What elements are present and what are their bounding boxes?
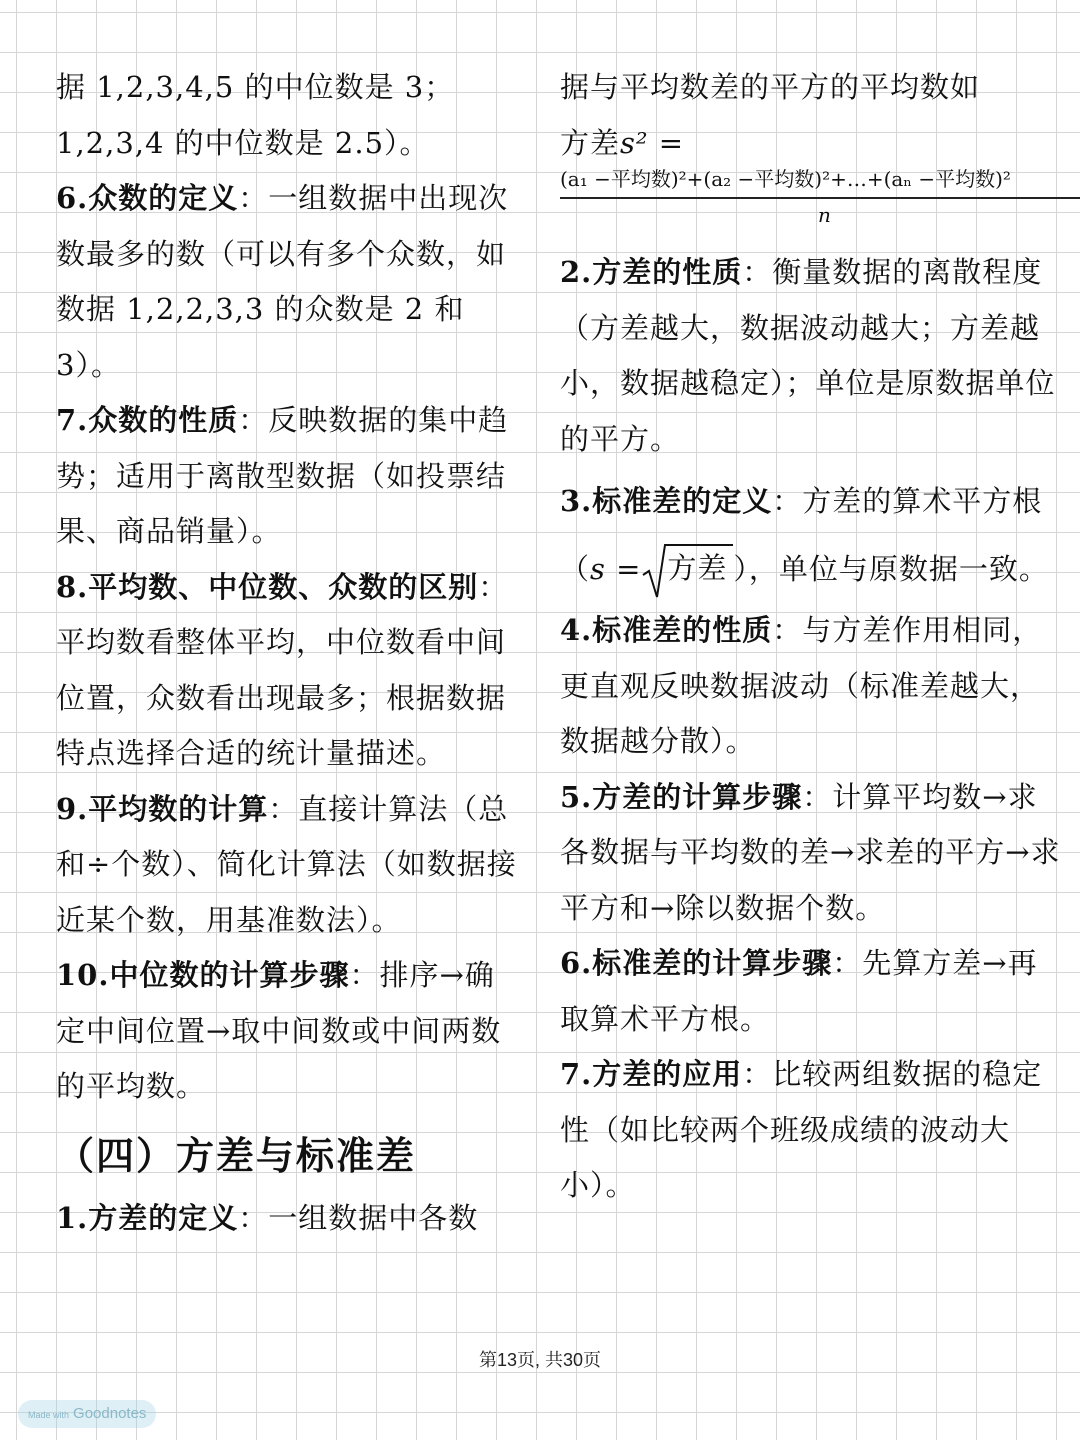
paragraph-variance-application: [560, 1047, 1065, 1214]
variance-definition-title: 1.方差的定义: [56, 1200, 239, 1235]
variance-definition-continued-text: 据与平均数差的平方的平均数如: [560, 70, 981, 104]
radicand: 方差: [667, 551, 728, 585]
variance-definition-body: ：一组数据中各数: [238, 1200, 479, 1235]
variance-steps-title: 5.方差的计算步骤: [560, 779, 803, 814]
difference-body: ：平均数看整体平均，中位数看中间位置，众数看出现最多；根据数据特点选择合适的统计量描述。: [56, 569, 509, 770]
paragraph-std-definition: [560, 467, 1065, 603]
square-root: [641, 541, 733, 601]
right-column: [560, 60, 1065, 1214]
paragraph-mode-properties: [56, 393, 521, 560]
page-number: 第13页, 共30页: [478, 1350, 602, 1370]
variance-definition-continued: [560, 60, 1065, 116]
watermark-made-with: Made with: [28, 1410, 70, 1420]
difference-title: 8.平均数、中位数、众数的区别: [56, 569, 479, 604]
formula-numerator: (a₁ −平均数)²+(a₂ −平均数)²+…+(aₙ −平均数)²: [560, 167, 1011, 191]
paragraph-variance-properties: [560, 245, 1065, 467]
std-steps-body: ：先算方差→再取算术平方根。: [560, 946, 1038, 1036]
median-steps-title: 10.中位数的计算步骤: [56, 958, 350, 992]
variance-application-body: ：比较两组数据的稳定性（如比较两个班级成绩的波动大小）。: [560, 1057, 1043, 1202]
mean-calculation-body: ：直接计算法（总和÷个数）、简化计算法（如数据接近某个数，用基准数法）。: [56, 791, 517, 937]
paragraph-mean-calculation: [56, 782, 521, 949]
std-definition-body-end: ），单位与原数据一致。: [733, 552, 1049, 586]
fraction-bar: [560, 197, 1080, 199]
std-properties-body: ：与方差作用相同，更直观反映数据波动（标准差越大，数据越分散）。: [560, 613, 1043, 758]
paragraph-median-steps: [56, 948, 521, 1115]
paragraph-difference: [56, 560, 521, 782]
std-symbol: s =: [590, 552, 642, 586]
variance-properties-title: 2.方差的性质: [560, 255, 743, 289]
formula-denominator: n: [818, 203, 831, 227]
std-steps-title: 6.标准差的计算步骤: [560, 946, 833, 980]
median-steps-body: ：排序→确定中间位置→取中间数或中间两数的平均数。: [56, 958, 502, 1103]
left-column: [56, 60, 521, 1246]
paragraph-median-example: [56, 60, 521, 171]
mode-properties-title: 7.众数的性质: [56, 403, 239, 437]
std-definition-title: 3.标准差的定义: [560, 484, 773, 518]
variance-formula-lhs: s² =: [620, 125, 685, 160]
std-properties-title: 4.标准差的性质: [560, 613, 773, 647]
section-heading: （四）方差与标准差: [56, 1132, 417, 1178]
paragraph-variance-definition: [56, 1191, 521, 1247]
std-definition-body-start: ：方差的算术平方根（: [560, 484, 1043, 586]
paragraph-variance-steps: [560, 770, 1065, 937]
paragraph-std-steps: [560, 936, 1065, 1047]
paragraph-std-properties: [560, 603, 1065, 770]
mode-properties-body: ：反映数据的集中趋势；适用于离散型数据（如投票结果、商品销量）。: [56, 403, 509, 548]
mode-definition-title: 6.众数的定义: [56, 181, 239, 215]
variance-label: 方差: [560, 125, 621, 160]
mode-definition-body: ：一组数据中出现次数最多的数（可以有多个众数，如数据 1,2,2,3,3 的众数是 2 和 3）。: [56, 181, 509, 382]
variance-formula-lhs-line: [560, 116, 1065, 172]
variance-steps-body: ：计算平均数→求各数据与平均数的差→求差的平方→求平方和→除以数据个数。: [560, 779, 1061, 925]
variance-formula: [560, 167, 1065, 235]
variance-properties-body: ：衡量数据的离散程度（方差越大，数据波动越大；方差越小，数据越稳定）；单位是原数据单位的平方。: [560, 255, 1056, 456]
watermark-brand: Goodnotes: [73, 1405, 147, 1422]
goodnotes-watermark: [18, 1400, 156, 1428]
median-example-text: 据 1,2,3,4,5 的中位数是 3；1,2,3,4 的中位数是 2.5）。: [56, 70, 455, 160]
mean-calculation-title: 9.平均数的计算: [56, 791, 269, 826]
variance-application-title: 7.方差的应用: [560, 1057, 743, 1091]
paragraph-mode-definition: [56, 171, 521, 393]
